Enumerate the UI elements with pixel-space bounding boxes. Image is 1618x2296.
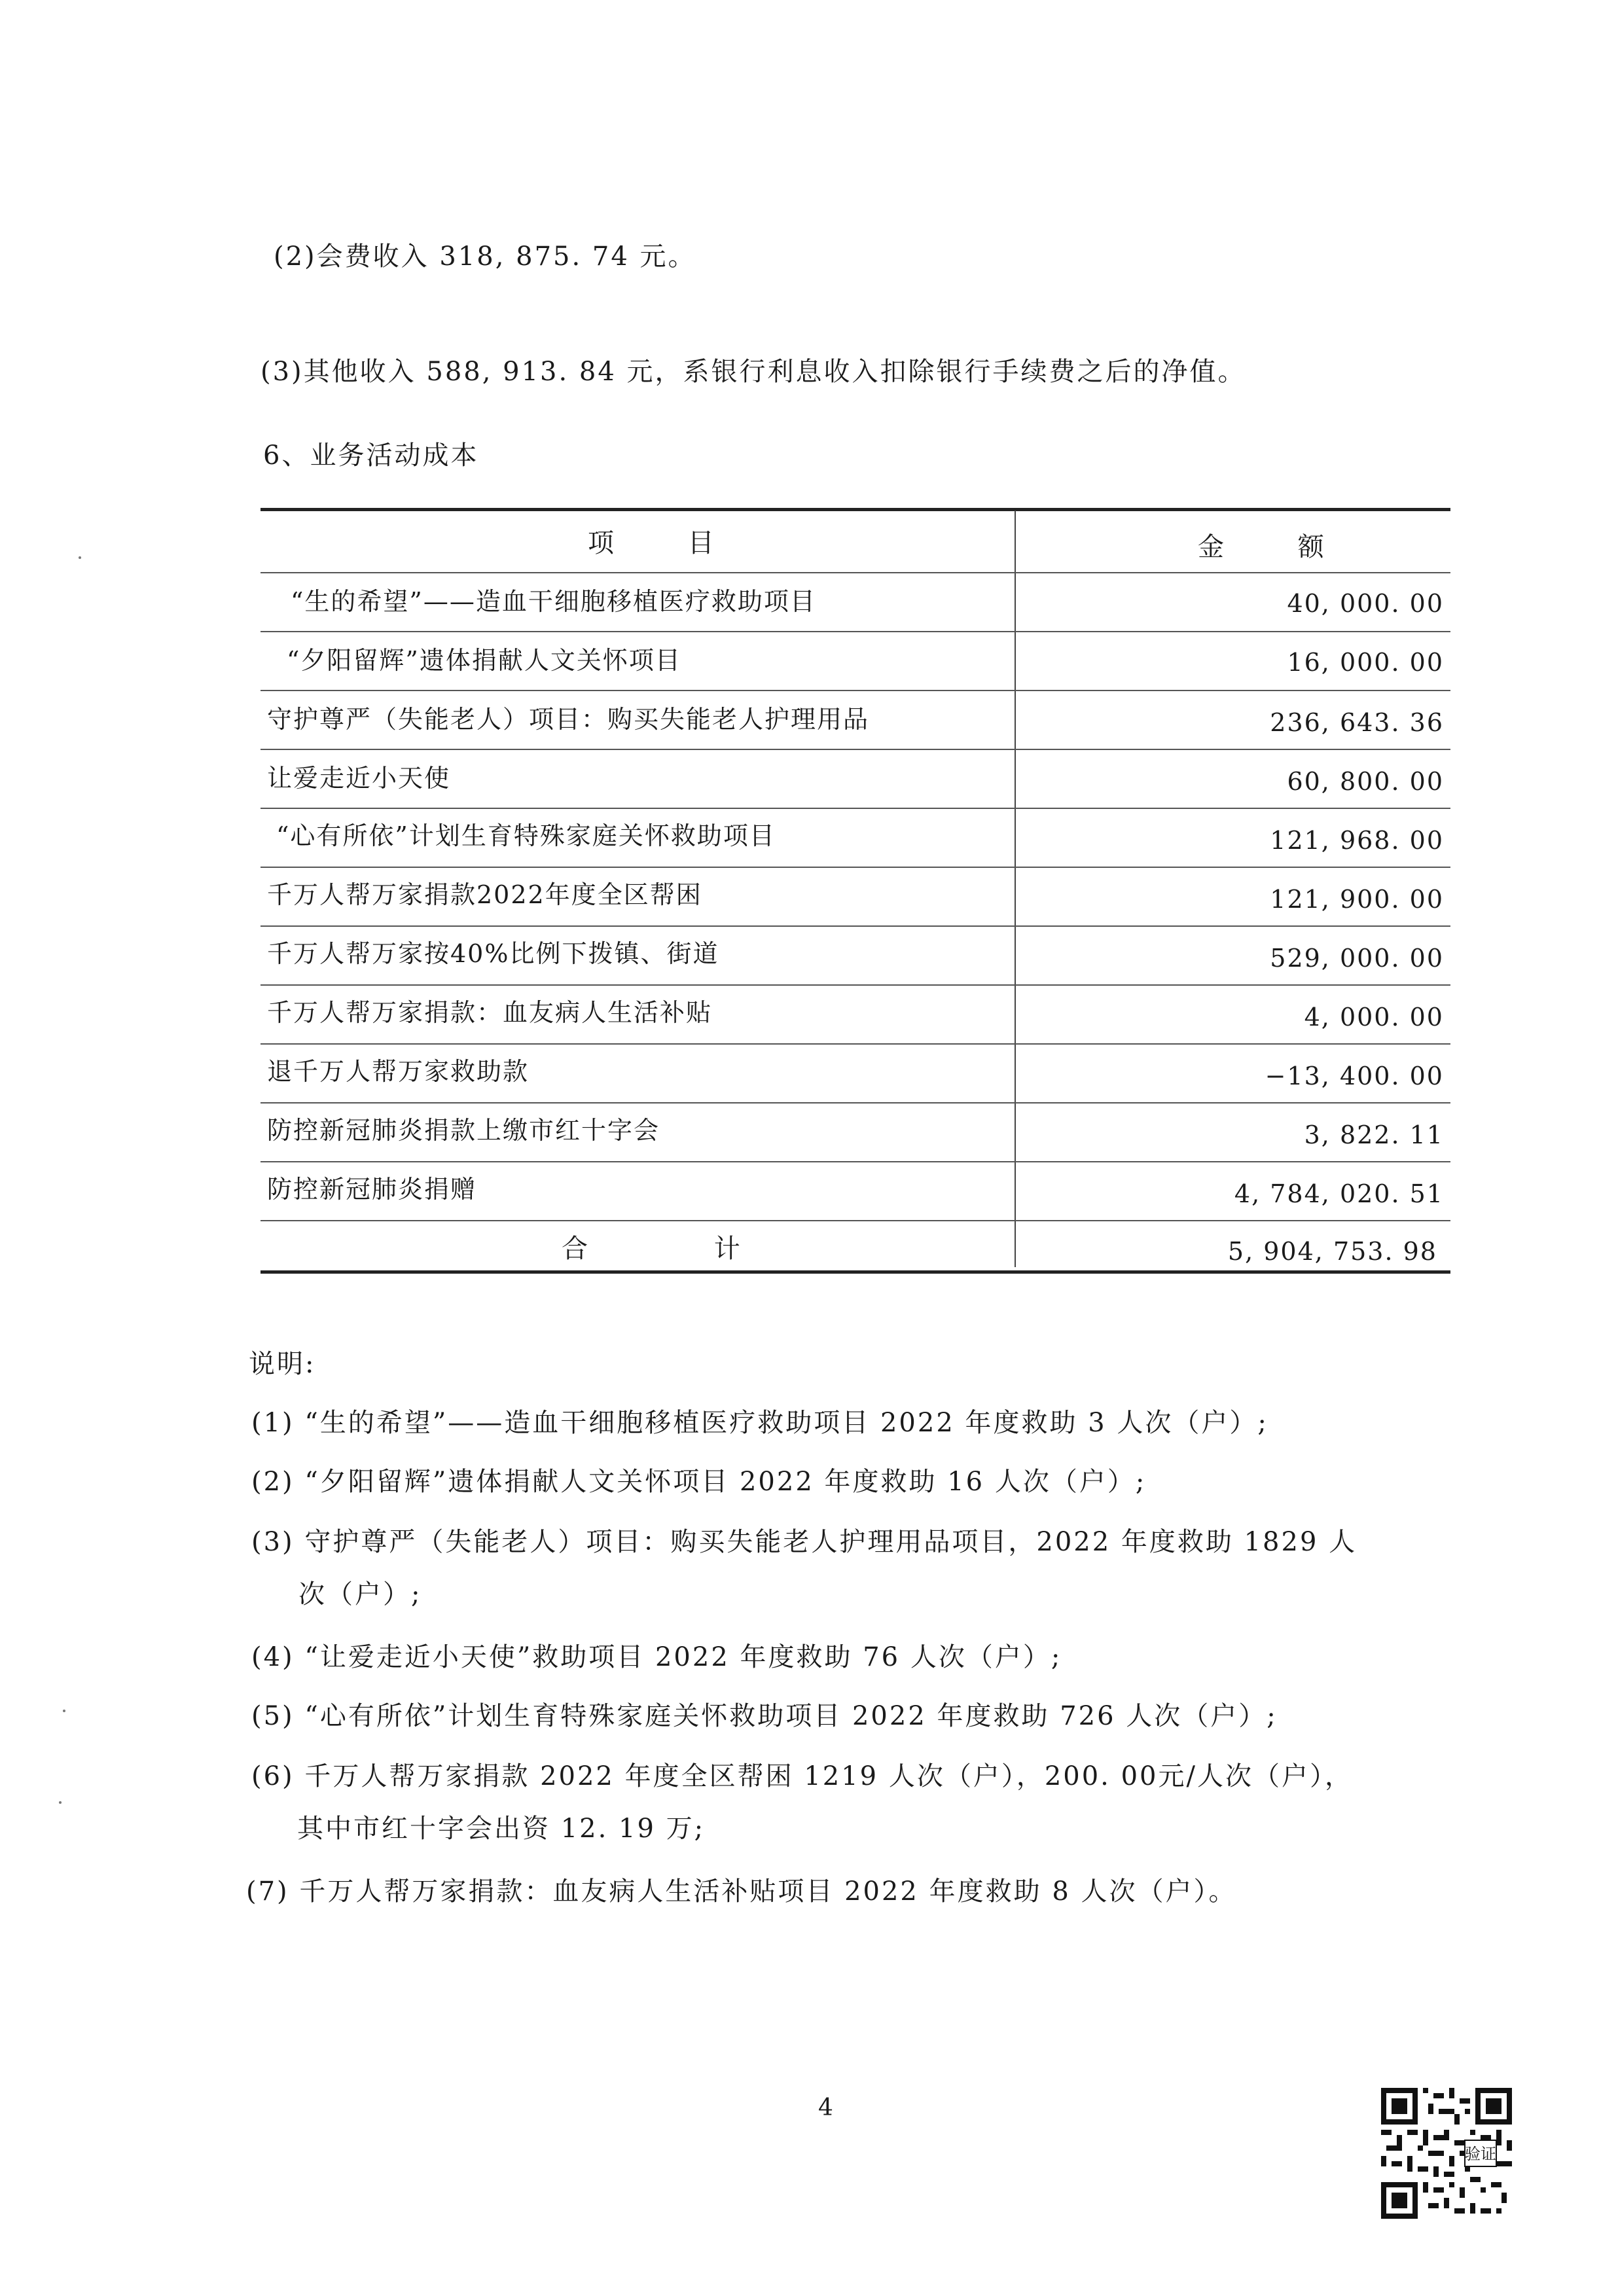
note-line: 次（户）; [298, 1579, 422, 1609]
note-line: 其中市红十字会出资 12. 19 万; [297, 1814, 706, 1844]
scan-speck [63, 1710, 65, 1712]
note-line: (6) 千万人帮万家捐款 2022 年度全区帮困 1219 人次（户），200. 00元/人次（户）， [251, 1761, 1353, 1791]
table-row-item: “生的希望”——造血干细胞移植医疗救助项目 [291, 587, 816, 616]
note-line: (7) 千万人帮万家捐款：血友病人生活补贴项目 2022 年度救助 8 人次（户）。 [246, 1876, 1237, 1907]
table-row-amount: 3, 822. 11 [1304, 1121, 1444, 1149]
note-line: (5) “心有所依”计划生育特殊家庭关怀救助项目 2022 年度救助 726 人次（户）; [251, 1701, 1278, 1731]
table-row-item: 千万人帮万家捐款：血友病人生活补贴 [267, 998, 713, 1027]
table-row-amount: 60, 800. 00 [1287, 767, 1444, 796]
page-number: 4 [818, 2094, 833, 2121]
table-row-amount: 4, 000. 00 [1304, 1003, 1444, 1031]
qr-code-icon [1381, 2088, 1512, 2219]
note-line: (4) “让爱走近小天使”救助项目 2022 年度救助 76 人次（户）; [251, 1642, 1062, 1672]
table-row-item: 防控新冠肺炎捐款上缴市红十字会 [267, 1116, 660, 1145]
table-row-amount: 121, 968. 00 [1270, 826, 1444, 855]
business-cost-table [261, 508, 1450, 1275]
table-row-item: “夕阳留辉”遗体捐献人文关怀项目 [287, 646, 681, 675]
table-row-item: 让爱走近小天使 [267, 764, 451, 793]
table-row-item: 防控新冠肺炎捐赠 [267, 1175, 477, 1204]
scan-speck [79, 556, 81, 559]
table-row-item: 退千万人帮万家救助款 [267, 1057, 530, 1086]
notes-title: 说明: [249, 1349, 316, 1379]
section-heading: 6、业务活动成本 [263, 440, 479, 471]
qr-label: 验证 [1465, 2144, 1496, 2163]
income-line-membership: (2)会费收入 318, 875. 74 元。 [274, 242, 696, 272]
column-divider [1015, 511, 1016, 1267]
table-row-amount: 236, 643. 36 [1270, 708, 1444, 737]
table-row-amount: 529, 000. 00 [1270, 944, 1444, 973]
note-line: (2) “夕阳留辉”遗体捐献人文关怀项目 2022 年度救助 16 人次（户）; [251, 1467, 1147, 1497]
header-item: 项 目 [588, 528, 747, 558]
note-line: (1) “生的希望”——造血干细胞移植医疗救助项目 2022 年度救助 3 人次（户）; [251, 1408, 1268, 1438]
table-row-amount: 121, 900. 00 [1270, 885, 1444, 914]
table-row-amount: 40, 000. 00 [1287, 589, 1444, 618]
total-label: 合 计 [562, 1234, 799, 1264]
table-row-amount: 4, 784, 020. 51 [1234, 1179, 1444, 1208]
total-amount: 5, 904, 753. 98 [1227, 1237, 1437, 1266]
table-row-item: 千万人帮万家按40%比例下拨镇、街道 [267, 939, 719, 968]
table-row-amount: 16, 000. 00 [1287, 648, 1444, 677]
table-row-item: “心有所依”计划生育特殊家庭关怀救助项目 [276, 821, 776, 850]
table-row-item: 千万人帮万家捐款2022年度全区帮困 [267, 880, 702, 909]
income-line-other: (3)其他收入 588, 913. 84 元，系银行利息收入扣除银行手续费之后的净值。 [261, 357, 1246, 387]
table-row-amount: −13, 400. 00 [1265, 1062, 1444, 1090]
table-row-item: 守护尊严（失能老人）项目：购买失能老人护理用品 [267, 705, 870, 734]
scan-speck [59, 1801, 62, 1804]
note-line: (3) 守护尊严（失能老人）项目：购买失能老人护理用品项目，2022 年度救助 1829 人 [251, 1527, 1357, 1557]
header-amount: 金 额 [1198, 532, 1357, 562]
